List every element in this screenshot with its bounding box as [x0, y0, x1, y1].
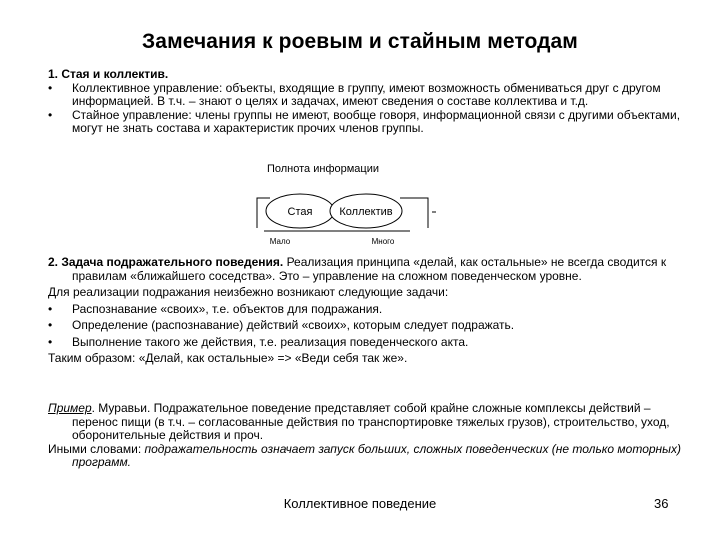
- diagram-high-label: Много: [371, 237, 395, 246]
- diagram-pack-label: Стая: [287, 206, 313, 218]
- section2-intro: Для реализации подражания неизбежно возникают следующие задачи:: [48, 285, 449, 299]
- diagram-collective-label: Коллектив: [339, 206, 393, 218]
- example-paragraph: Пример. Муравьи. Подражательное поведение представляет собой крайне сложные комплексы действий – перенос пищи (в т.ч. – согласованные действия по транспортировке тяжелых грузов), строительство, уход, оборонительные действия и проч.: [48, 401, 670, 442]
- task-bullet: • Выполнение такого же действия, т.е. реализация поведенческого акта.: [48, 334, 469, 349]
- task-bullet: • Определение (распознавание) действий «своих», которым следует подражать.: [48, 318, 515, 332]
- section1-heading: 1. Стая и коллектив.: [48, 67, 169, 81]
- bullet-pack-control: • Стайное управление: члены группы не имеют, вообще говоря, информационной связи с другими объектами, могут не знать состава и характеристик прочих членов группы.: [48, 107, 681, 135]
- bullet-collective-control: • Коллективное управление: объекты, входящие в группу, имеют возможность обмениваться друг с другом информацией. В т.ч. – знают о целях и задачах, имеют сведения о составе коллектива и т.д.: [48, 80, 661, 108]
- section2-conclusion: Таким образом: «Делай, как остальные» => «Веди себя так же».: [48, 351, 408, 365]
- footer-title: Коллективное поведение: [283, 496, 437, 511]
- information-completeness-diagram: [250, 160, 445, 248]
- slide-title: Замечания к роевым и стайным методам: [142, 30, 578, 53]
- other-words-paragraph: Иными словами: подражательность означает запуск больших, сложных поведенческих (не только моторных) программ.: [48, 441, 681, 469]
- section-imitative-behavior: [48, 256, 688, 366]
- example-label: Пример: [48, 401, 92, 415]
- section-pack-and-collective: [48, 68, 688, 136]
- section2-heading: 2. Задача подражательного поведения.: [48, 255, 284, 269]
- diagram-caption: Полнота информации: [266, 163, 380, 175]
- task-bullet: • Распознавание «своих», т.е. объектов для подражания.: [48, 301, 383, 316]
- diagram-right-bracket: [400, 198, 428, 228]
- section-example: [48, 402, 688, 470]
- section2-heading-paragraph: 2. Задача подражательного поведения. Реализация принципа «делай, как остальные» не всегда сводится к правилам «ближайшего соседства». Это – управление на сложном поведенческом уровне.: [48, 255, 667, 283]
- page-number: 36: [654, 496, 669, 511]
- diagram-low-label: Мало: [269, 237, 291, 246]
